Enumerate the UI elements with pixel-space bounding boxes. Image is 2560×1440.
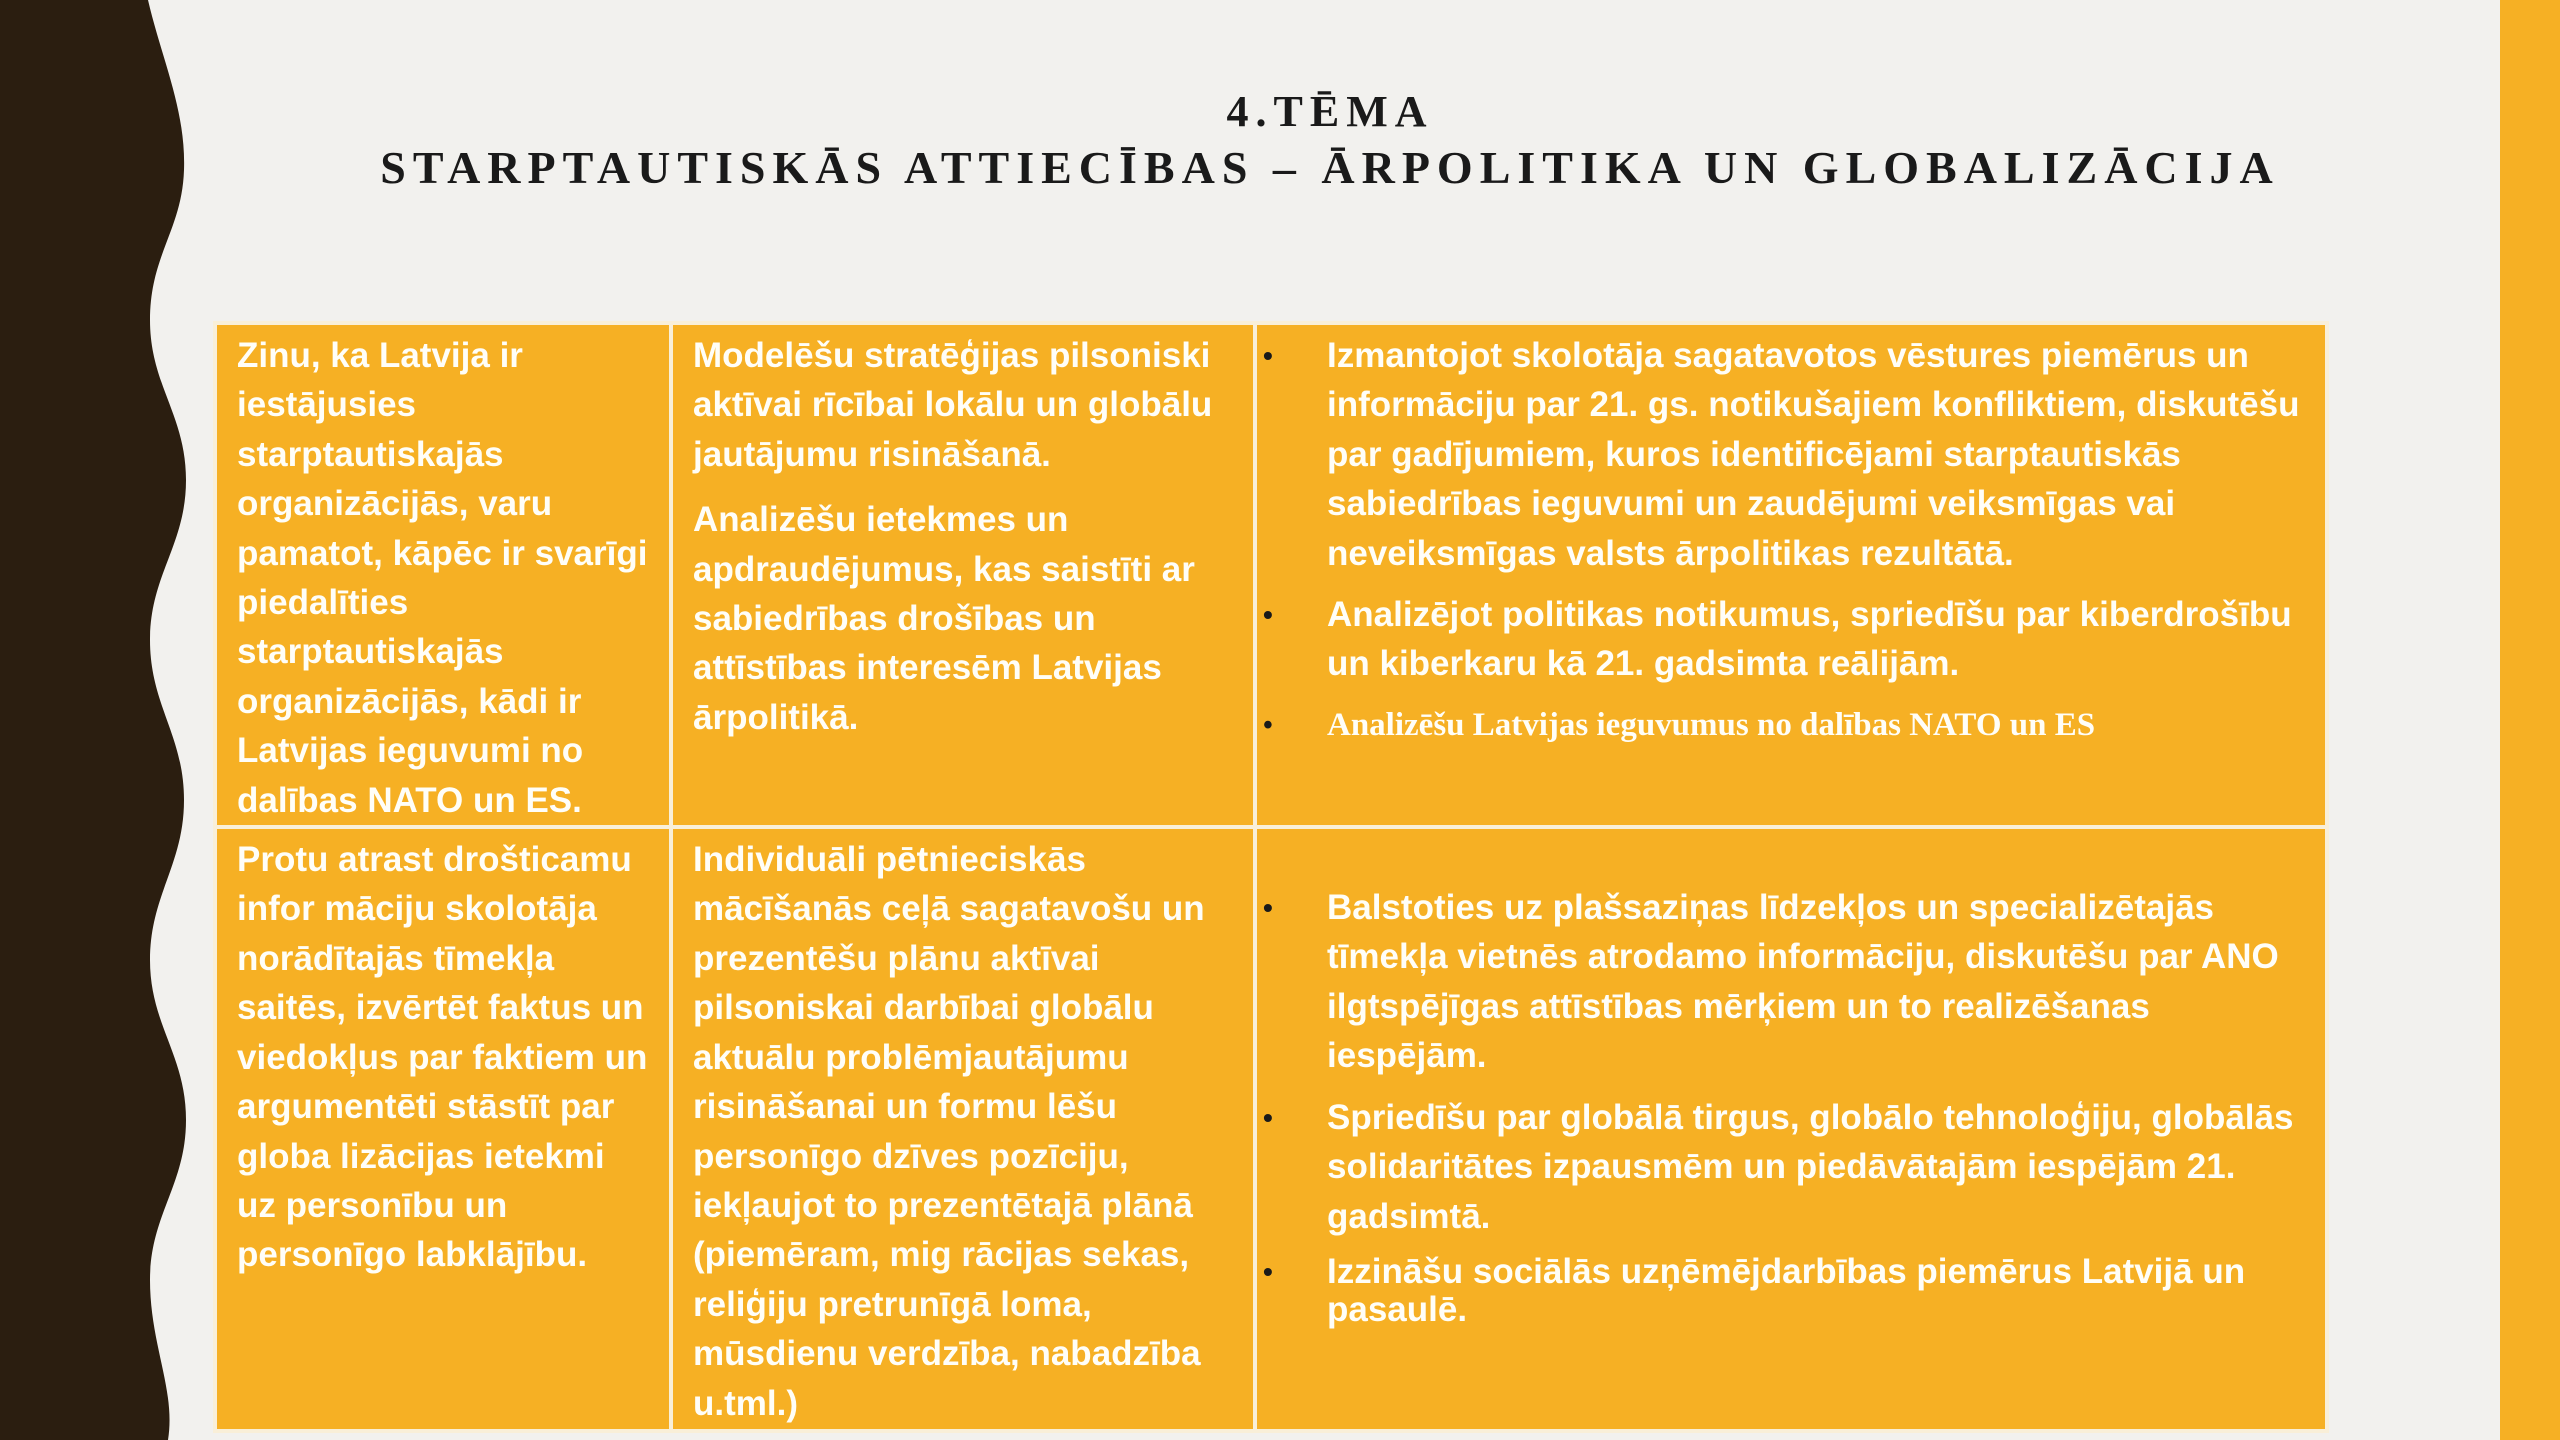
table-cell-skills xyxy=(671,827,1255,1431)
table-cell-activities xyxy=(1255,827,2327,1431)
outcomes-table xyxy=(213,321,2329,1433)
cell-text: Zinu, ka Latvija ir iestājusies starptautiskajās organizācijās, varu pamatot, kāpēc ir svarīgi piedalīties starptautiskajās organizācijās, kādi ir Latvijas ieguvumi no dalības NATO un ES. xyxy=(237,336,648,820)
slide-title xyxy=(0,84,2560,196)
activity-list xyxy=(1277,883,2305,1329)
cell-text: Protu atrast drošticamu infor māciju skolotāja norādītajās tīmekļa saitēs, izvērtēt faktus un viedokļus par faktiem un argumentēti stāstīt par globa lizācijas ietekmi uz personību un personīgo labklājību. xyxy=(237,840,648,1275)
cell-paragraph: Analizēšu ietekmes un apdraudējumus, kas saistīti ar sabiedrības drošības un attīstības interesēm Latvijas ārpolitikā. xyxy=(693,500,1195,737)
table-cell-skills xyxy=(671,323,1255,827)
list-item: • Izmantojot skolotāja sagatavotos vēstures piemērus un informāciju par 21. gs. notikušajiem konfliktiem, diskutēšu par gadījumiem, kuros identificējami starptautiskās sabiedrības ieguvumi un zaudējumi veiksmīgas vai neveiksmīgas valsts ārpolitikas rezultātā. xyxy=(1277,331,2305,578)
title-line-topic: 4.TĒMA xyxy=(1226,87,1434,136)
table-cell-knowledge xyxy=(215,827,671,1431)
activity-list xyxy=(1277,331,2305,750)
table-row xyxy=(215,323,2327,827)
title-line-heading: STARPTAUTISKĀS ATTIECĪBAS – ĀRPOLITIKA UN GLOBALIZĀCIJA xyxy=(380,142,2280,193)
table-cell-knowledge xyxy=(215,323,671,827)
list-item: • Analizējot politikas notikumus, spriedīšu par kiberdrošību un kiberkaru kā 21. gadsimta reālijām. xyxy=(1277,590,2305,689)
list-item: • Analizēšu Latvijas ieguvumus no dalības NATO un ES xyxy=(1277,701,2305,750)
cell-paragraph: Modelēšu stratēģijas pilsoniski aktīvai rīcībai lokālu un globālu jautājumu risināšanā. xyxy=(693,336,1213,474)
left-wave-decoration xyxy=(0,0,200,1440)
list-item: • Spriedīšu par globālā tirgus, globālo tehnoloģiju, globālās solidaritātes izpausmēm un piedāvātajām iespējām 21. gadsimtā. xyxy=(1277,1093,2305,1241)
cell-paragraph: Individuāli pētnieciskās mācīšanās ceļā sagatavošu un prezentēšu plānu aktīvai pilsoniskai darbībai globālu aktuālu problēmjautājumu risināšanai un formu lēšu personīgo dzīves pozīciju, iekļaujot to prezentētajā plānā (piemēram, mig rācijas sekas, reliģiju pretrunīgā loma, mūsdienu verdzība, nabadzība u.tml.) xyxy=(693,840,1205,1423)
right-accent-bar xyxy=(2500,0,2560,1440)
table-row xyxy=(215,827,2327,1431)
list-item: • Izzināšu sociālās uzņēmējdarbības piemērus Latvijā un pasaulē. xyxy=(1277,1253,2305,1329)
table-cell-activities xyxy=(1255,323,2327,827)
list-item: • Balstoties uz plašsaziņas līdzekļos un specializētajās tīmekļa vietnēs atrodamo informāciju, diskutēšu par ANO ilgtspējīgas attīstības mērķiem un to realizēšanas iespējām. xyxy=(1277,883,2305,1081)
